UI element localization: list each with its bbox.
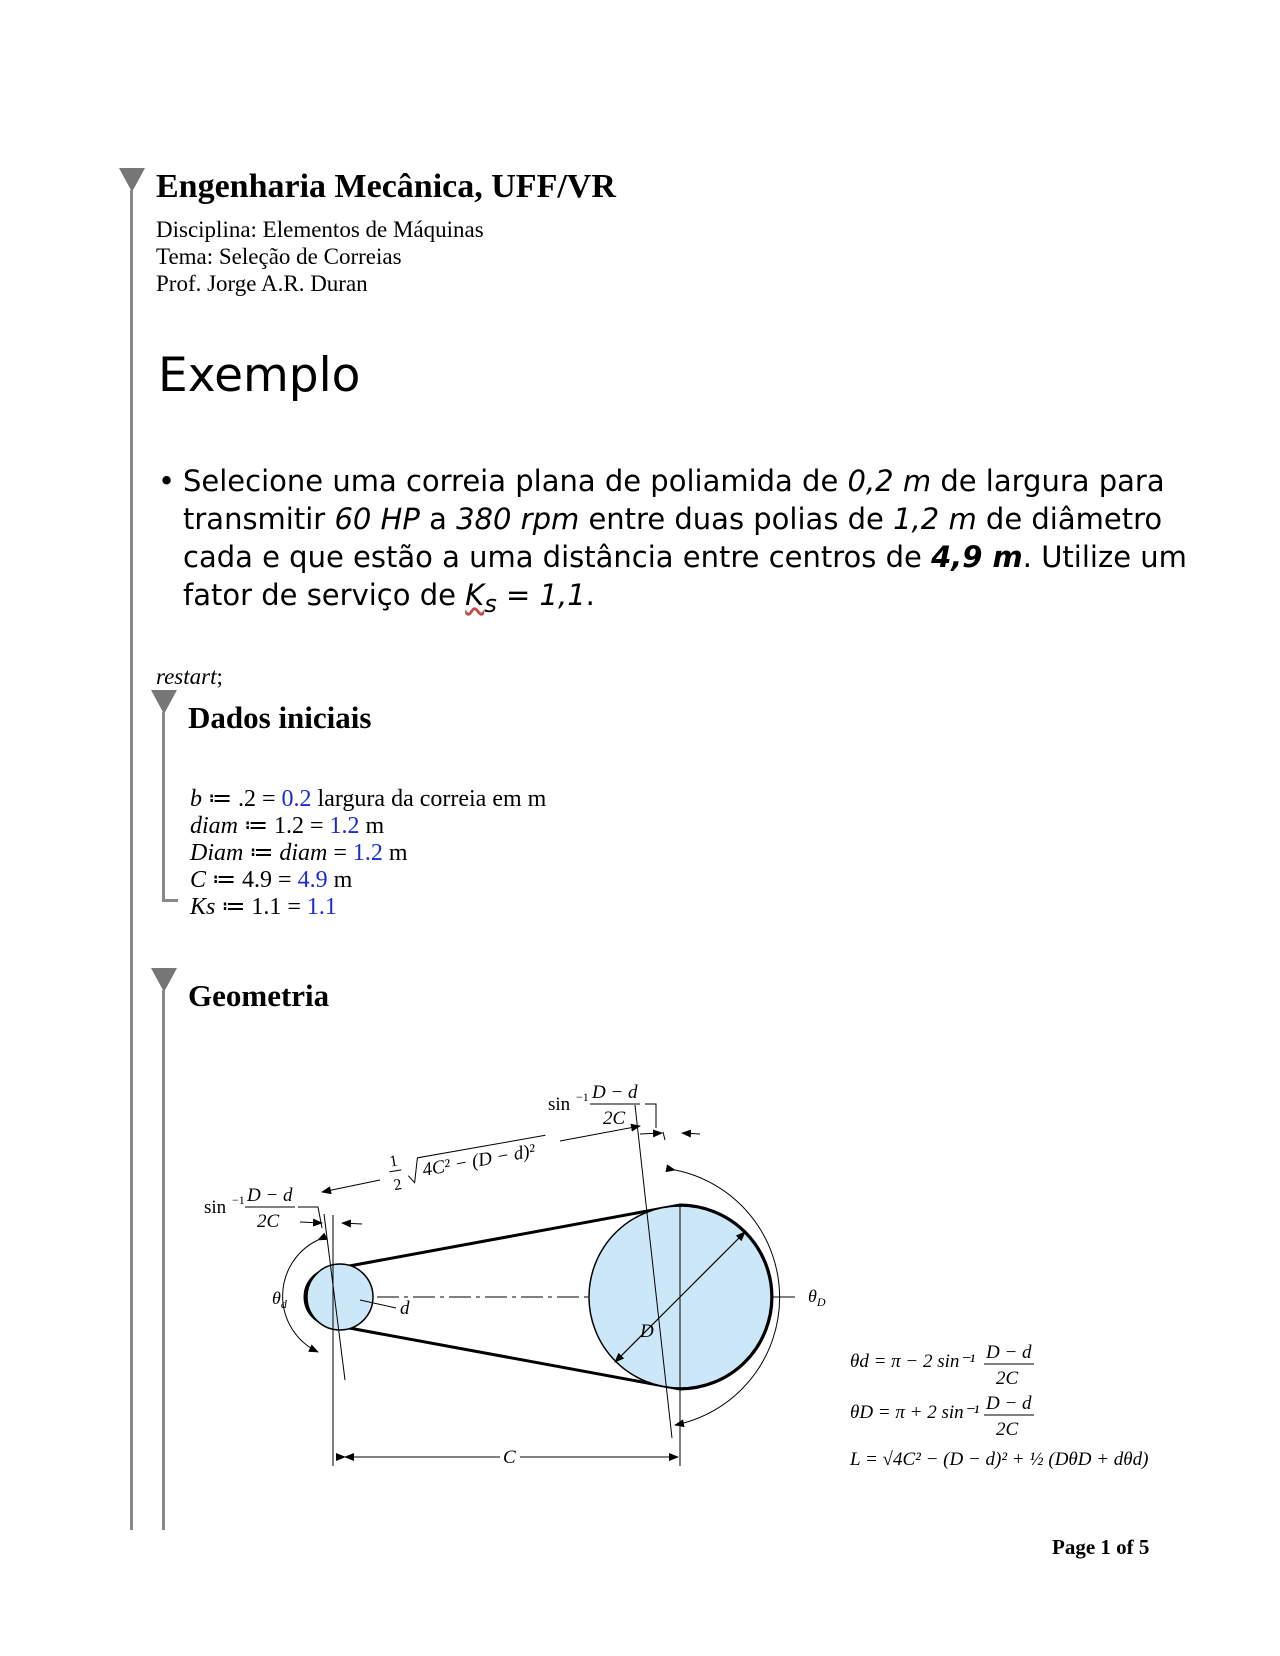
example-heading: Exemplo bbox=[158, 348, 361, 403]
svg-text:2C: 2C bbox=[603, 1108, 626, 1129]
topic-text: Tema: Seleção de Correias bbox=[156, 244, 402, 269]
initial-data-block bbox=[190, 786, 546, 921]
small-pulley bbox=[307, 1264, 373, 1330]
svg-text:D − d: D − d bbox=[247, 1185, 293, 1206]
problem-statement: • Selecione uma correia plana de poliamida de 0,2 m de largura para transmitir 60 HP a 380 rpm entre duas polias de 1,2 m de diâmetro cada e que estão a uma distância entre centros de 4,9 m. Utilize um fator de serviço de $K_s = 1,1$. bbox=[158, 464, 1187, 618]
label-angle-left bbox=[204, 1185, 362, 1232]
geometria-collapse-icon[interactable] bbox=[151, 968, 177, 992]
eq-row-diam[interactable]: diam ≔ 1.2 = 1.2 m bbox=[190, 813, 385, 839]
ks-symbol: K bbox=[465, 578, 485, 612]
label-tangent-length bbox=[386, 1126, 551, 1194]
svg-text:sin: sin bbox=[548, 1094, 571, 1115]
svg-text:1: 1 bbox=[388, 1152, 400, 1171]
section-collapse-icon[interactable] bbox=[119, 168, 145, 192]
eq-row-Ks[interactable]: Ks ≔ 1.1 = 1.1 bbox=[190, 894, 337, 920]
dados-heading: Dados iniciais bbox=[188, 700, 372, 735]
geometry-equations bbox=[849, 1342, 1148, 1470]
svg-text:−1: −1 bbox=[576, 1090, 589, 1104]
bullet-icon: • bbox=[158, 464, 176, 498]
restart-command[interactable]: restart; bbox=[156, 664, 223, 689]
svg-text:2: 2 bbox=[392, 1176, 404, 1195]
eq-row-C[interactable]: C ≔ 4.9 = 4.9 m bbox=[190, 867, 353, 893]
svg-text:2C: 2C bbox=[996, 1419, 1019, 1440]
eq-row-Diam[interactable]: Diam ≔ diam = 1.2 m bbox=[190, 840, 408, 866]
document-title: Engenharia Mecânica, UFF/VR bbox=[156, 168, 616, 205]
label-C: C bbox=[503, 1447, 516, 1468]
svg-text:L = √4C² − (D − d)² + ½ (DθD +: L = √4C² − (D − d)² + ½ (DθD + dθd) bbox=[850, 1449, 1149, 1470]
label-theta-d: $\theta_d$ bbox=[272, 1288, 287, 1311]
svg-text:sin: sin bbox=[204, 1197, 227, 1218]
professor-text: Prof. Jorge A.R. Duran bbox=[156, 271, 368, 296]
label-D: D bbox=[640, 1321, 654, 1342]
svg-text:θD = π + 2 sin⁻¹: θD = π + 2 sin⁻¹ bbox=[850, 1402, 980, 1423]
svg-text:2C: 2C bbox=[257, 1211, 280, 1232]
eq-row-b[interactable]: b ≔ .2 = 0.2 largura da correia em m bbox=[190, 786, 547, 812]
svg-text:D − d: D − d bbox=[986, 1393, 1032, 1414]
label-theta-D: $\theta_D$ bbox=[808, 1286, 826, 1309]
dados-collapse-icon[interactable] bbox=[151, 690, 177, 714]
svg-text:D − d: D − d bbox=[592, 1082, 638, 1103]
page-number: Page 1 of 5 bbox=[1052, 1535, 1150, 1559]
svg-text:2C: 2C bbox=[996, 1368, 1019, 1389]
svg-text:−1: −1 bbox=[232, 1193, 245, 1207]
svg-text:θd = π − 2 sin⁻¹: θd = π − 2 sin⁻¹ bbox=[850, 1351, 976, 1372]
belt-geometry-figure bbox=[0, 1050, 1280, 1480]
discipline-text: Disciplina: Elementos de Máquinas bbox=[156, 217, 484, 242]
dados-bracket bbox=[162, 712, 165, 902]
svg-text:4C² − (D − d)²: 4C² − (D − d)² bbox=[420, 1140, 537, 1181]
svg-text:D − d: D − d bbox=[986, 1342, 1032, 1363]
label-angle-top bbox=[548, 1082, 700, 1134]
course-info bbox=[156, 216, 484, 297]
label-d: d bbox=[400, 1298, 410, 1319]
dados-bracket-foot bbox=[162, 899, 178, 902]
geometria-heading: Geometria bbox=[188, 978, 330, 1013]
